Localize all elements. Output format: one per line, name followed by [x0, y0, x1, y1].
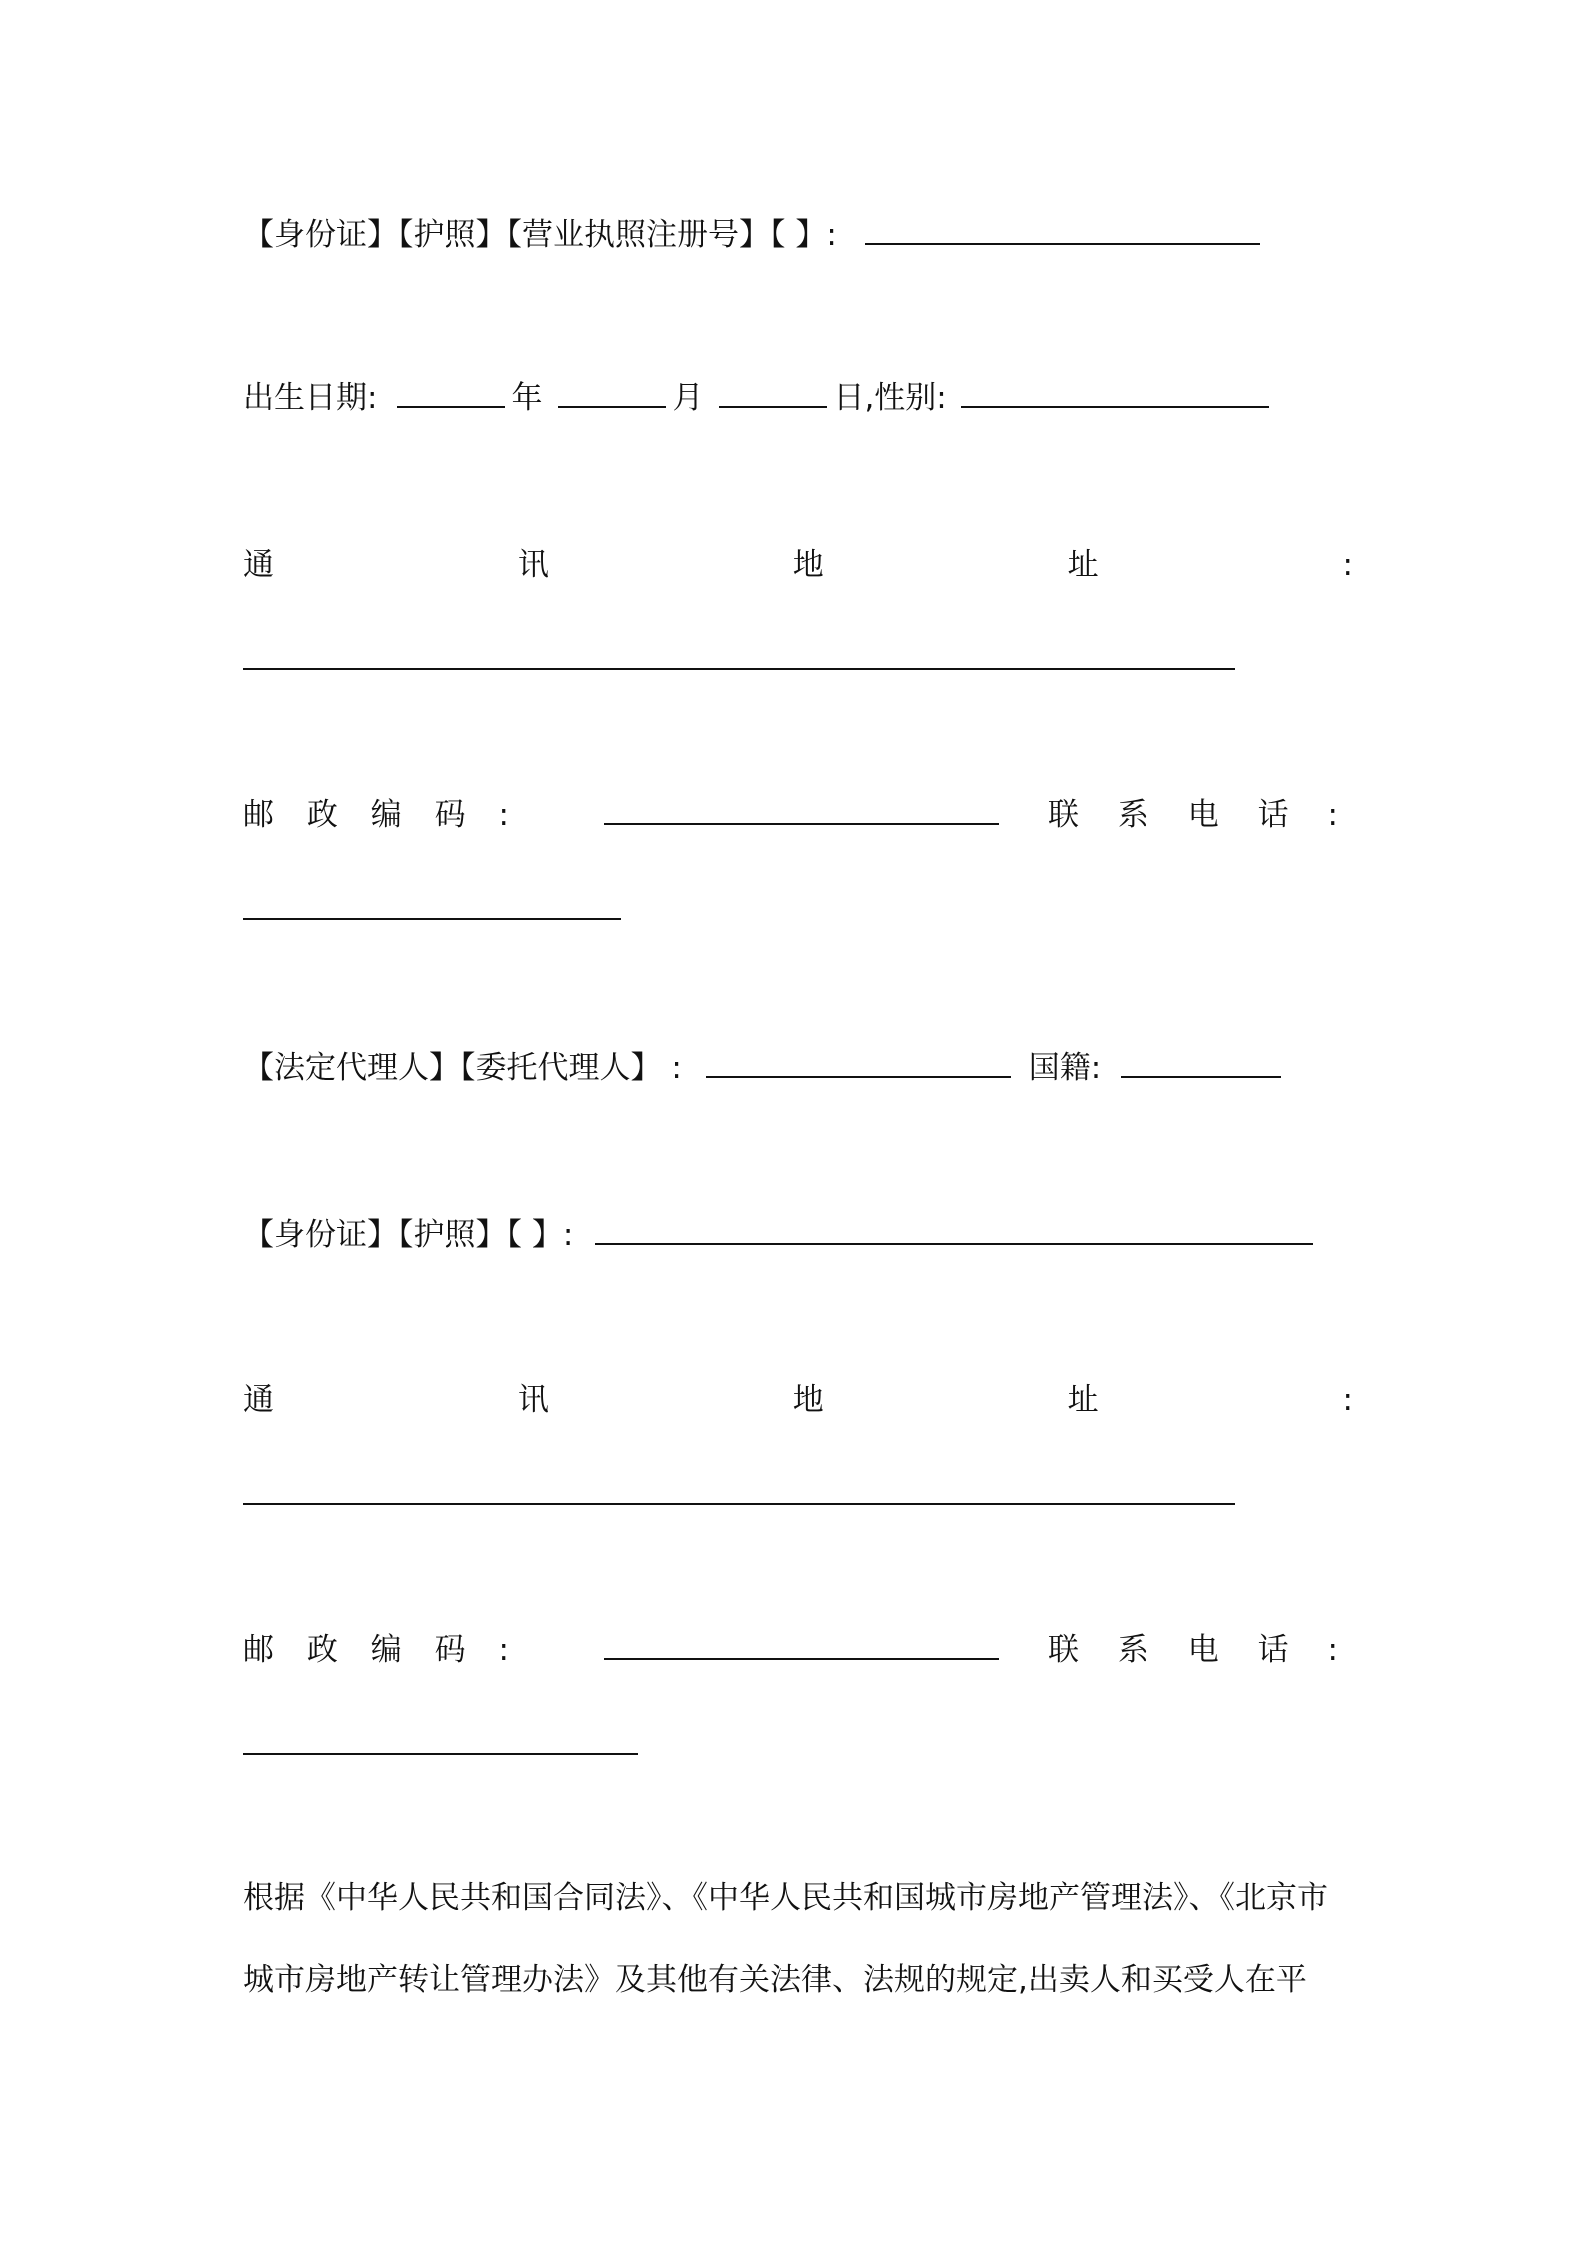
postcode-char: 邮 — [243, 797, 274, 833]
agent-address-field[interactable] — [243, 1503, 1235, 1505]
phone-char: 话 — [1257, 1632, 1289, 1668]
agent-id-types-label: 【身份证】【护照】【 】: — [243, 1217, 574, 1253]
phone-char: 话 — [1257, 797, 1289, 833]
agent-address-label-line — [243, 1380, 1353, 1420]
address-char: 地 — [792, 547, 824, 583]
postcode-char: 码 — [434, 797, 466, 833]
party-address-field[interactable] — [243, 668, 1235, 670]
phone-char: : — [1327, 1632, 1338, 1668]
postcode-char: 政 — [306, 797, 338, 833]
phone-char: 系 — [1117, 1632, 1149, 1668]
party-contact-line — [243, 795, 1353, 835]
address-char: 讯 — [517, 1382, 549, 1418]
party-birth-line — [243, 378, 1353, 418]
birth-day-field[interactable] — [719, 396, 827, 408]
address-char: 讯 — [517, 547, 549, 583]
address-char: 通 — [243, 1382, 274, 1418]
address-char: 址 — [1067, 1382, 1099, 1418]
day-gender-label: 日,性别: — [833, 380, 947, 416]
phone-char: 电 — [1187, 1632, 1219, 1668]
address-char: 地 — [792, 1382, 824, 1418]
phone-char: 电 — [1187, 797, 1219, 833]
year-label: 年 — [511, 380, 543, 416]
postcode-char: 政 — [306, 1632, 338, 1668]
party-phone-field[interactable] — [243, 918, 621, 920]
agent-type-label: 【法定代理人】【委托代理人】 : — [243, 1050, 682, 1086]
agent-name-field[interactable] — [706, 1066, 1011, 1078]
postcode-label — [243, 795, 509, 835]
phone-char: 系 — [1117, 797, 1149, 833]
phone-char: 联 — [1048, 797, 1079, 833]
postcode-label — [243, 1630, 509, 1670]
agent-id-line — [243, 1215, 1353, 1255]
postcode-char: : — [498, 1632, 509, 1668]
body-text-line-1: 根据《中华人民共和国合同法》、《中华人民共和国城市房地产管理法》、《北京市 — [243, 1880, 1328, 1916]
phone-char: : — [1327, 797, 1338, 833]
agent-nationality-field[interactable] — [1121, 1066, 1281, 1078]
phone-char: 联 — [1048, 1632, 1079, 1668]
postcode-char: 码 — [434, 1632, 466, 1668]
party-postcode-field[interactable] — [604, 813, 999, 825]
birth-month-field[interactable] — [558, 396, 666, 408]
postcode-char: 编 — [370, 1632, 402, 1668]
agent-contact-line — [243, 1630, 1353, 1670]
party-id-types-label: 【身份证】【护照】【营业执照注册号】【 】: — [243, 217, 837, 253]
postcode-char: 邮 — [243, 1632, 274, 1668]
party-address-label-line — [243, 545, 1353, 585]
agent-id-number-field[interactable] — [595, 1233, 1313, 1245]
party-id-line — [243, 215, 1353, 255]
address-char: : — [1342, 1382, 1353, 1418]
address-char: 址 — [1067, 547, 1099, 583]
agent-type-line — [243, 1048, 1353, 1088]
address-char: : — [1342, 547, 1353, 583]
month-label: 月 — [672, 380, 704, 416]
birth-label: 出生日期: — [243, 380, 378, 416]
gender-field[interactable] — [961, 396, 1269, 408]
nationality-label: 国籍: — [1028, 1050, 1102, 1086]
phone-label — [1048, 1630, 1338, 1670]
body-text-line-2: 城市房地产转让管理办法》及其他有关法律、法规的规定,出卖人和买受人在平 — [243, 1962, 1307, 1998]
agent-phone-field[interactable] — [243, 1753, 638, 1755]
postcode-char: : — [498, 797, 509, 833]
birth-year-field[interactable] — [397, 396, 505, 408]
phone-label — [1048, 795, 1338, 835]
address-char: 通 — [243, 547, 274, 583]
postcode-char: 编 — [370, 797, 402, 833]
agent-postcode-field[interactable] — [604, 1648, 999, 1660]
party-id-number-field[interactable] — [865, 233, 1260, 245]
